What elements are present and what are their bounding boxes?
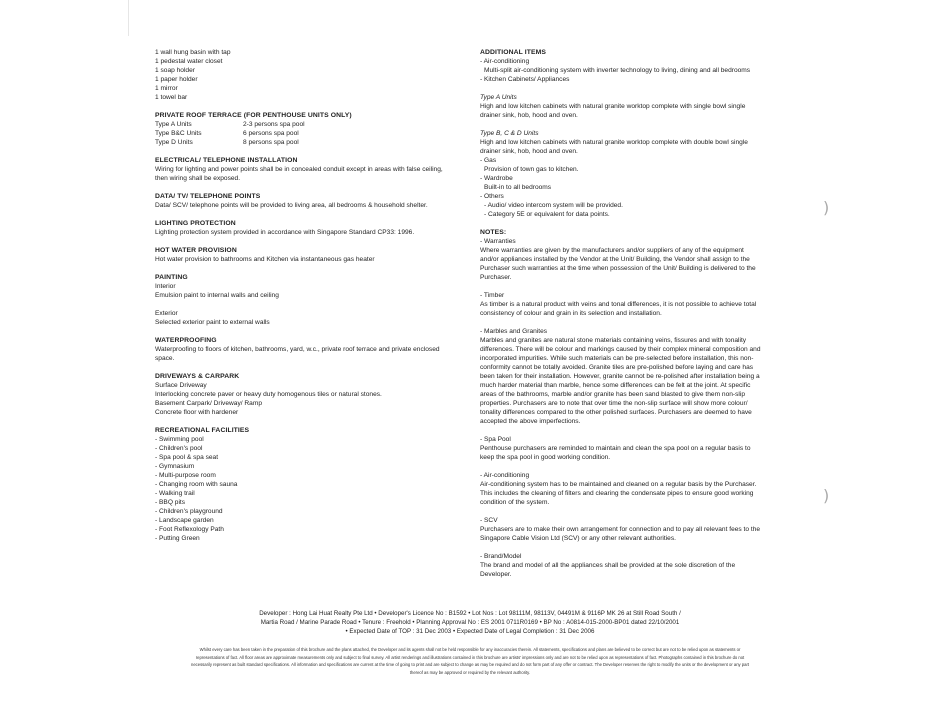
additional-items-section	[480, 48, 762, 84]
hot-water-section	[155, 246, 445, 264]
brand-label: - Brand/Model	[480, 553, 522, 560]
hot-water-title: HOT WATER PROVISION	[155, 247, 237, 254]
facility-item: - Putting Green	[155, 535, 200, 542]
data-tv-section	[155, 192, 445, 210]
lightning-section	[155, 219, 445, 237]
marbles-label: - Marbles and Granites	[480, 328, 548, 335]
type-bcd-line: - Wardrobe	[480, 175, 513, 182]
type-bcd-line: Provision of town gas to kitchen.	[484, 166, 579, 173]
unit-type: Type A Units	[155, 121, 192, 128]
marbles-text: Marbles and granites are natural stone materials containing veins, fissures and with tonality differences. There will be colour and markings caused by their complex mineral composition and incorporated impurities. While such materials can be pre-selected before installation, this non-conformity cannot be totally avoided. Granite tiles are pre-polished before laying and care has been taken for their installation. However, granite cannot be re-polished after installation being a much harder material than marble, hence some differences can be felt at the joint. At specific areas of the bathrooms, marble and/or granite has been sand blasted to give them non-slip properties. Purchasers are to note that over time the non-slip surface will show more colour/ tonality differences compared to the other polished surfaces. Purchasers are deemed to have accepted the above imperfections.	[480, 337, 761, 425]
waterproofing-section	[155, 336, 445, 363]
driveways-section	[155, 372, 445, 417]
spa-pool-size: 8 persons spa pool	[243, 139, 299, 146]
spa-pool-size: 2-3 persons spa pool	[243, 121, 305, 128]
brand-text: The brand and model of all the appliances shall be provided at the sole discretion of the Developer.	[480, 562, 736, 578]
facility-item: - Swimming pool	[155, 436, 204, 443]
left-column	[155, 48, 445, 552]
roof-terrace-title: PRIVATE ROOF TERRACE (FOR PENTHOUSE UNITS ONLY)	[155, 112, 352, 119]
page-edge-line	[128, 0, 129, 36]
driveways-line: Surface Driveway	[155, 382, 207, 389]
roof-terrace-row	[155, 129, 445, 138]
scv-text: Purchasers are to make their own arrangement for connection and to pay all relevant fees to the Singapore Cable Vision Ltd (SCV) or any other relevant authorities.	[480, 526, 761, 542]
type-a-text: High and low kitchen cabinets with natural granite worktop complete with single bowl single drainer sink, hob, hood and oven.	[480, 103, 746, 119]
facility-item: - Children's playground	[155, 508, 223, 515]
painting-section	[155, 273, 445, 327]
spa-pool-size: 6 persons spa pool	[243, 130, 299, 137]
type-a-section	[480, 93, 762, 120]
warranties-text: Where warranties are given by the manufacturers and/or suppliers of any of the equipment and/or appliances installed by the Vendor at the Unit/ Building, the Vendor shall assign to the Purchaser such warranties at the time when possession of the Unit/ Building is delivered to the Purchaser.	[480, 247, 756, 281]
fixture-item: 1 towel bar	[155, 94, 188, 101]
electrical-title: ELECTRICAL/ TELEPHONE INSTALLATION	[155, 157, 298, 164]
painting-exterior-label: Exterior	[155, 310, 178, 317]
lightning-title: LIGHTING PROTECTION	[155, 220, 236, 227]
footer-line: Martia Road / Marine Parade Road • Tenure : Freehold • Planning Approval No : ES 2001 0711R0169 • BP No : A0814-015-2000-BP01 dated 22/10/2001	[260, 619, 680, 626]
fixture-item: 1 paper holder	[155, 76, 198, 83]
type-bcd-line: - Others	[480, 193, 504, 200]
additional-line: - Kitchen Cabinets/ Appliances	[480, 76, 570, 83]
roof-terrace-section	[155, 111, 445, 147]
lightning-text: Lighting protection system provided in accordance with Singapore Standard CP33: 1996.	[155, 229, 415, 236]
aircon-text: Air-conditioning system has to be maintained and cleaned on a regular basis by the Purchaser. This includes the cleaning of filters and clearing the condensate pipes to ensure good working condition of the system.	[480, 481, 757, 506]
additional-line: - Air-conditioning	[480, 58, 530, 65]
disclaimer-fineprint: Whilst every care has been taken in the preparation of this brochure and the plans attached, the Developer and its agents shall not be held responsible for any inaccuracies therein. All statements, specifications and plans are believed to be correct but are not to be relied upon as statements or representations of fact. All floor areas are approximate measurements only and subject to final survey. All artist renderings and illustrations contained in this brochure are artists' impressions only and are not to be relied upon as representations of fact. Photographs contained in this brochure do not necessarily represent as built standard specifications. All information and specifications are current at the time of going to print and are subject to change as may be required and do not form part of any offer or contract. The Developer reserves the right to modify the units or the development or any part thereof as may be approved or required by the relevant authority.	[190, 647, 750, 675]
facility-item: - Spa pool & spa seat	[155, 454, 219, 461]
notes-section	[480, 228, 762, 579]
driveways-line: Basement Carpark/ Driveway/ Ramp	[155, 400, 263, 407]
hot-water-text: Hot water provision to bathrooms and Kitchen via instantaneous gas heater	[155, 256, 375, 263]
type-bcd-section	[480, 129, 762, 219]
unit-type: Type B&C Units	[155, 130, 202, 137]
recreational-title: RECREATIONAL FACILITIES	[155, 427, 250, 434]
spa-label: - Spa Pool	[480, 436, 511, 443]
facility-item: - Changing room with sauna	[155, 481, 238, 488]
electrical-text: Wiring for lighting and power points shall be in concealed conduit except in areas with false ceiling, then wiring shall be exposed.	[155, 166, 443, 182]
electrical-section	[155, 156, 445, 183]
roof-terrace-row	[155, 138, 445, 147]
fixture-item: 1 pedestal water closet	[155, 58, 223, 65]
facility-item: - Foot Reflexology Path	[155, 526, 224, 533]
binding-mark: )	[823, 198, 830, 217]
type-bcd-line: - Gas	[480, 157, 497, 164]
data-tv-text: Data/ SCV/ telephone points will be provided to living area, all bedrooms & household shelter.	[155, 202, 428, 209]
footer-line: Developer : Hong Lai Huat Realty Pte Ltd • Developer's Licence No : B1592 • Lot Nos : Lot 98111M, 98113V, 04491M & 9116P MK 26 at Still Road South /	[259, 610, 681, 617]
notes-title: NOTES:	[480, 229, 507, 236]
warranties-label: - Warranties	[480, 238, 516, 245]
binding-mark: )	[823, 486, 830, 505]
data-tv-title: DATA/ TV/ TELEPHONE POINTS	[155, 193, 261, 200]
aircon-label: - Air-conditioning	[480, 472, 530, 479]
facility-item: - Landscape garden	[155, 517, 214, 524]
unit-type: Type D Units	[155, 139, 193, 146]
fixture-item: 1 soap holder	[155, 67, 195, 74]
painting-interior-label: Interior	[155, 283, 176, 290]
spa-text: Penthouse purchasers are reminded to maintain and clean the spa pool on a regular basis to keep the spa pool in good working condition.	[480, 445, 751, 461]
facility-item: - Gymnasium	[155, 463, 195, 470]
type-bcd-line: - Audio/ video intercom system will be provided.	[484, 202, 623, 209]
driveways-line: Interlocking concrete paver or heavy duty homogenous tiles or natural stones.	[155, 391, 382, 398]
fixture-item: 1 mirror	[155, 85, 178, 92]
painting-title: PAINTING	[155, 274, 188, 281]
fixtures-list	[155, 48, 445, 102]
driveways-line: Concrete floor with hardener	[155, 409, 239, 416]
type-bcd-title: Type B, C & D Units	[480, 130, 539, 137]
type-bcd-line: - Category 5E or equivalent for data points.	[484, 211, 610, 218]
painting-interior-text: Emulsion paint to internal walls and ceiling	[155, 292, 279, 299]
recreational-section	[155, 426, 445, 543]
additional-line: Multi-split air-conditioning system with inverter technology to living, dining and all bedrooms	[484, 67, 751, 74]
scv-label: - SCV	[480, 517, 498, 524]
type-bcd-line: Built-in to all bedrooms	[484, 184, 552, 191]
fixture-item: 1 wall hung basin with tap	[155, 49, 231, 56]
painting-exterior-text: Selected exterior paint to external walls	[155, 319, 270, 326]
facility-item: - Walking trail	[155, 490, 195, 497]
facility-item: - BBQ pits	[155, 499, 186, 506]
timber-label: - Timber	[480, 292, 505, 299]
roof-terrace-row	[155, 120, 445, 129]
additional-items-title: ADDITIONAL ITEMS	[480, 49, 547, 56]
footer-line: • Expected Date of TOP : 31 Dec 2003 • Expected Date of Legal Completion : 31 Dec 2006	[345, 628, 595, 635]
timber-text: As timber is a natural product with veins and tonal differences, it is not possible to achieve total consistency of colour and grain in its selection and installation.	[480, 301, 757, 317]
type-bcd-text: High and low kitchen cabinets with natural granite worktop complete with double bowl single drainer sink, hob, hood and oven.	[480, 139, 748, 155]
type-a-title: Type A Units	[480, 94, 517, 101]
right-column	[480, 48, 762, 588]
developer-footer	[190, 609, 750, 636]
waterproofing-title: WATERPROOFING	[155, 337, 217, 344]
facility-item: - Children's pool	[155, 445, 203, 452]
waterproofing-text: Waterproofing to floors of kitchen, bathrooms, yard, w.c., private roof terrace and private enclosed space.	[155, 346, 440, 362]
facility-item: - Multi-purpose room	[155, 472, 216, 479]
driveways-title: DRIVEWAYS & CARPARK	[155, 373, 240, 380]
